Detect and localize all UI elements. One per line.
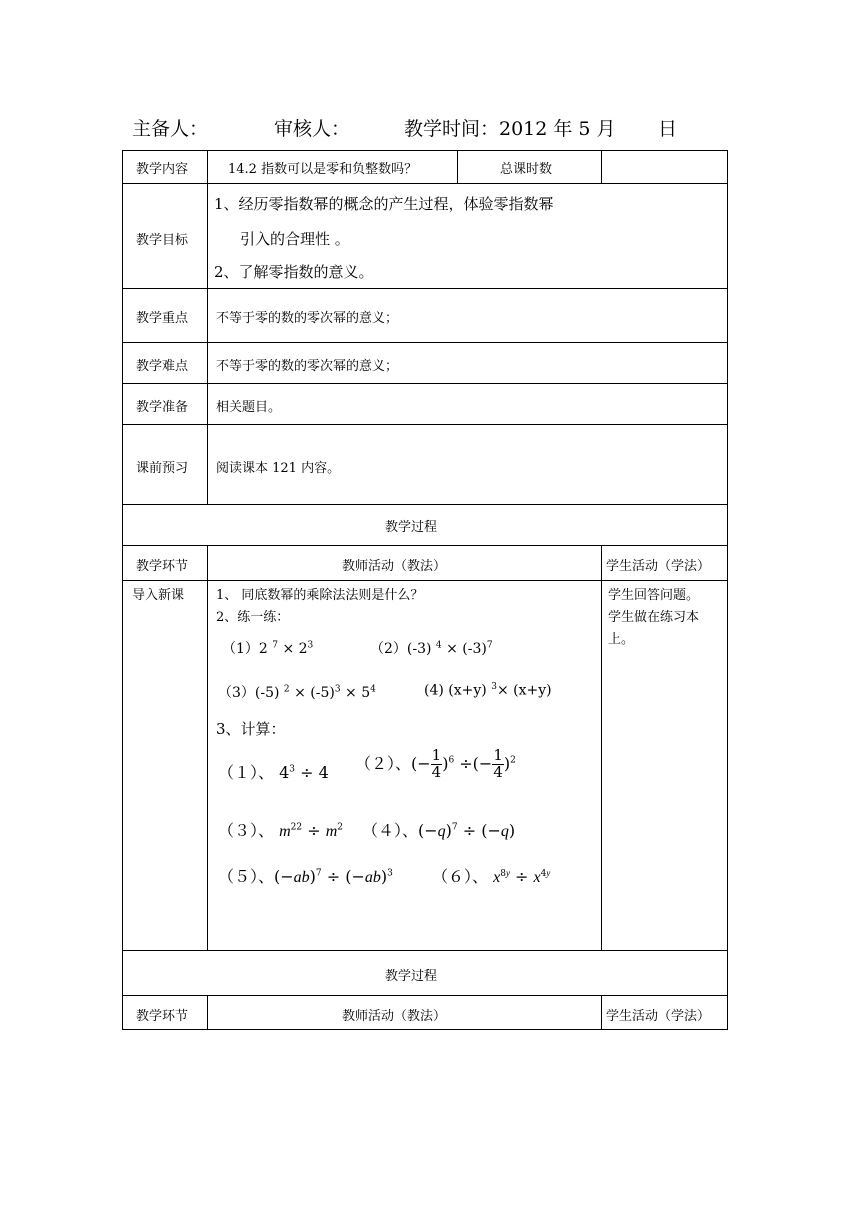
prep-label: 教学准备 [136,400,189,415]
student-answer: 学生回答问题。 [608,588,700,603]
total-hours-label: 总课时数 [500,162,553,177]
content-value: 14.2 指数可以是零和负整数吗？ [228,162,418,177]
goal-label: 教学目标 [136,233,189,248]
calc-2: （２）、(− $\frac{1}{4}$ )$^6$ ÷(− $\frac{1}{4}$ )$^2$ [355,746,516,781]
intro-q2: 2、练一练： [216,610,290,625]
process-title-2: 教学过程 [385,969,438,984]
preview-value: 阅读课本 121 内容。 [216,461,341,476]
content-label: 教学内容 [136,162,189,177]
intro-q3: 3、计算： [216,720,286,738]
calc-3: （３）、 $m^{22} \div m^2$ [218,821,343,840]
practice-4: (4) (x+y) $^3$× (x+y) [424,682,552,699]
prep-value: 相关题目。 [216,400,282,415]
practice-2: （2）(-3) $^4 \times (-3)^7$ [370,640,493,657]
preview-label: 课前预习 [136,461,189,476]
preparer-label: 主备人： [132,118,209,140]
teaching-time-label: 教学时间：2012 年 5 月 [404,118,616,140]
student-practice-b: 上。 [608,632,635,647]
calc-6: （６）、 $x^{8y} \div x^{4y}$ [432,867,551,886]
col-stage: 教学环节 [136,559,189,574]
calc-5: （５）、$(-ab)^7 \div (-ab)^3$ [218,867,393,886]
reviewer-label: 审核人： [274,118,351,140]
calc-1: （１）、 $4^3 \div 4$ [218,763,329,782]
col-student-2: 学生活动（学法） [606,1009,711,1024]
day-label: 日 [658,118,678,140]
calc-4: （４）、$(-q)^7 \div (-q)$ [362,821,516,840]
process-title: 教学过程 [385,520,438,535]
key-label: 教学重点 [136,311,189,326]
student-practice-a: 学生做在练习本 [608,610,700,625]
difficulty-label: 教学难点 [136,359,189,374]
practice-3: （3）(-5) $^2 \times (-5)^3 \times 5^4$ [218,684,376,701]
difficulty-value: 不等于零的数的零次幂的意义； [216,359,399,374]
goal-2: 2、了解零指数的意义。 [214,263,374,281]
col-student: 学生活动（学法） [606,559,711,574]
intro-q1: 1、 同底数幂的乘除法法则是什么？ [216,588,424,603]
intro-stage: 导入新课 [132,588,185,603]
goal-1b: 引入的合理性 。 [240,230,350,248]
practice-1: （1）2 $^7 \times 2^3$ [222,640,314,657]
col-teacher-2: 教师活动（教法） [342,1009,447,1024]
col-teacher: 教师活动（教法） [342,559,447,574]
key-value: 不等于零的数的零次幂的意义； [216,311,399,326]
col-stage-2: 教学环节 [136,1009,189,1024]
goal-1a: 1、经历零指数幂的概念的产生过程，体验零指数幂 [214,195,554,213]
